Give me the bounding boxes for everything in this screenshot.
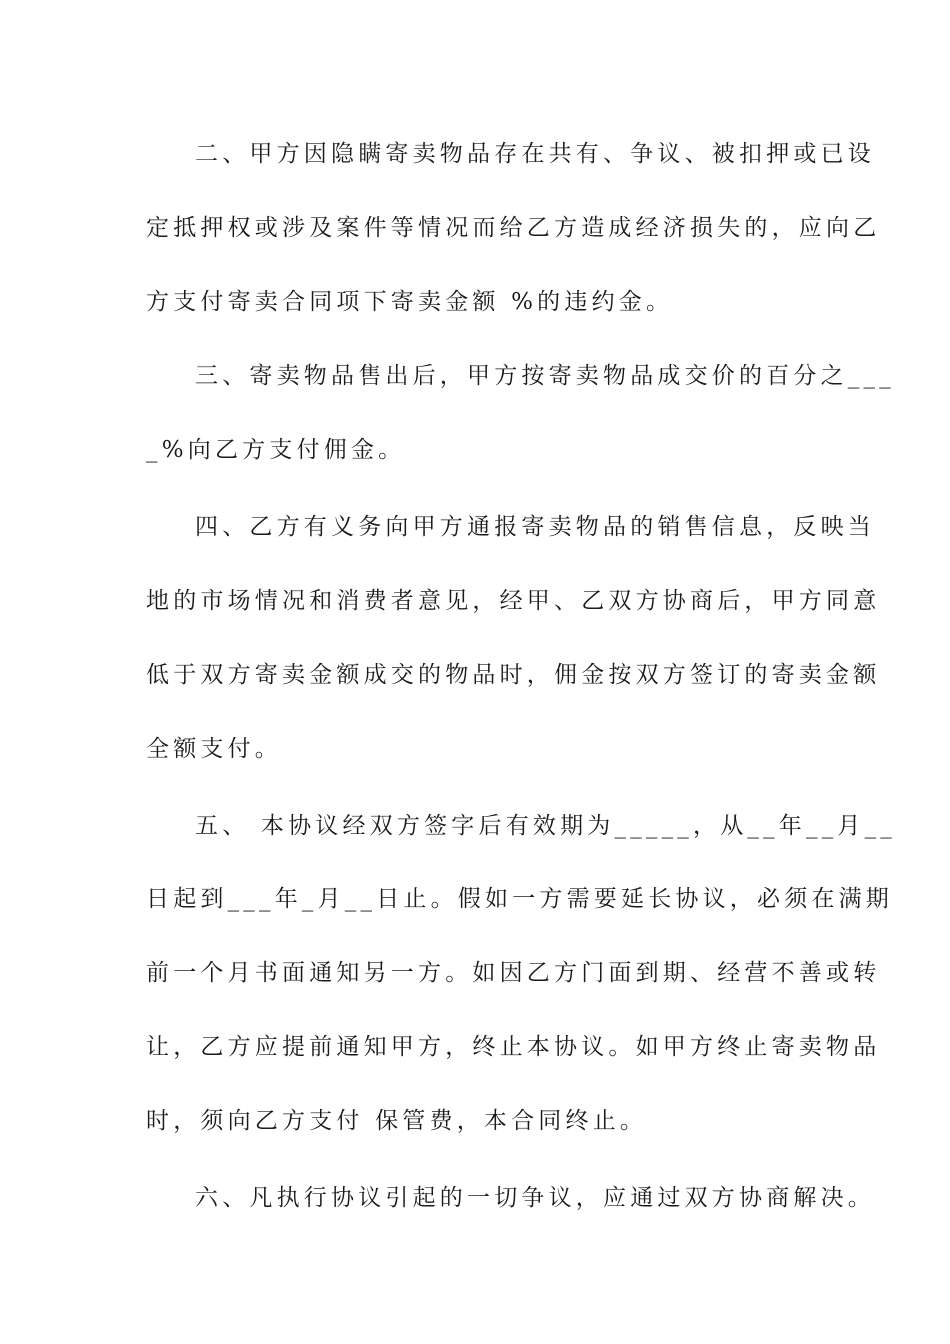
clause-5-line-4: 让，乙方应提前通知甲方，终止本协议。如甲方终止寄卖物品 bbox=[146, 1034, 881, 1060]
clause-2-line-1: 二、甲方因隐瞒寄卖物品存在共有、争议、被扣押或已设 bbox=[195, 141, 875, 167]
clause-4-line-3: 低于双方寄卖金额成交的物品时，佣金按双方签订的寄卖金额 bbox=[146, 662, 881, 688]
clause-4-line-2: 地的市场情况和消费者意见，经甲、乙双方协商后，甲方同意 bbox=[146, 588, 881, 614]
clause-2-line-2: 定抵押权或涉及案件等情况而给乙方造成经济损失的，应向乙 bbox=[146, 215, 881, 241]
clause-3-line-1: 三、寄卖物品售出后，甲方按寄卖物品成交价的百分之___ bbox=[195, 363, 895, 389]
clause-2-line-3: 方支付寄卖合同项下寄卖金额 %的违约金。 bbox=[146, 289, 674, 315]
clause-5-line-2: 日起到___年_月__日止。假如一方需要延长协议，必须在满期 bbox=[146, 886, 893, 912]
clause-6-line-1: 六、凡执行协议引起的一切争议，应通过双方协商解决。 bbox=[195, 1185, 875, 1211]
clause-5-line-1: 五、 本协议经双方签字后有效期为_____，从__年__月__ bbox=[195, 813, 897, 839]
clause-4-line-4: 全额支付。 bbox=[146, 736, 282, 762]
clause-5-line-3: 前一个月书面通知另一方。如因乙方门面到期、经营不善或转 bbox=[146, 960, 881, 986]
clause-4-line-1: 四、乙方有义务向甲方通报寄卖物品的销售信息，反映当 bbox=[195, 514, 875, 540]
clause-3-line-2: _%向乙方支付佣金。 bbox=[146, 437, 406, 463]
clause-5-line-5: 时，须向乙方支付 保管费，本合同终止。 bbox=[146, 1108, 648, 1134]
